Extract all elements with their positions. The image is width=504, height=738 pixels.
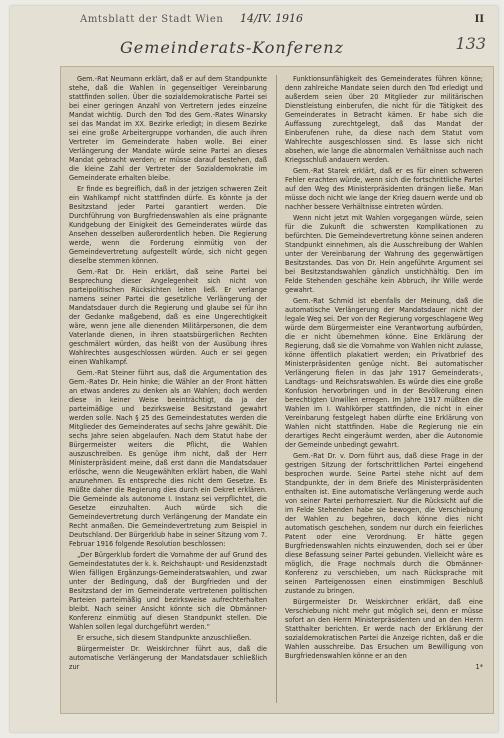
- paragraph: „Der Bürgerklub fordert die Vornahme der auf Grund des Gemeindestatutes der k. k. Reichshaupt- und Residenzstadt Wien fälligen Ergänzungs-Gemeinderatswahlen, und zwar unter der Bedingung, daß der Burgfrieden und der Besitzstand der im Gemeinderate vertretenen politischen Parteien parteimäßig und bezirksweise aufrechterhalten bleibt. Nach seiner Ansicht könnte sich die Obmänner-Konferenz einmütig auf diesen Standpunkt stellen. Die Wahlen sollen legal durchgeführt werden.“: [69, 551, 267, 631]
- newspaper-clipping: [60, 66, 494, 714]
- paragraph: Gem.-Rat Dr. v. Dorn führt aus, daß diese Frage in der gestrigen Sitzung der fortschrittlichen Partei eingehend besprochen wurde. Seine Partei stehe nicht auf dem Standpunkte, der in dem Briefe des Ministerpräsidenten enthalten ist. Eine automatische Verlängerung werde auch von seiner Partei perhorresziert. Nur die Rücksicht auf die im Felde Stehenden habe sie bewogen, die Verschiebung der Wahlen zu begehren, doch könne dies nicht automatisch geschehen, sondern nur durch ein feierliches Patent oder eine Verordnung. Er hätte gegen Burgfriedenswahlen nichts einzuwenden, doch sei er über diese Befassung seiner Partei gebunden. Vielleicht wäre es möglich, die Frage nochmals durch die Obmänner-Konferenz zu verschieben, um nach Rücksprache mit seinen Parteigenossen einen einstimmigen Beschluß zustande zu bringen.: [285, 452, 483, 595]
- continuation-mark: 1*: [475, 663, 483, 671]
- paragraph: Gem.-Rat Schmid ist ebenfalls der Meinung, daß die automatische Verlängerung der Mandatsdauer nicht der legale Weg sei. Der von der Regierung vorgeschlagene Weg würde dem Bürgermeister eine Verantwortung aufbürden, die er nicht übernehmen könne. Eine Erklärung der Regierung, daß sie die Vornahme von Wahlen nicht zulasse, könne öffentlich plakatiert werden; ein Privatbrief des Ministerpräsidenten genüge nicht. Bei automatischer Verlängerung fielen in das Jahr 1917 Gemeinderats-, Landtags- und Reichsratswahlen. Es würde dies eine große Konfusion hervorbringen und in der Bevölkerung einen berechtigten Unwillen erregen. Im Jahre 1917 müßten die Wahlen im I. Wahlkörper stattfinden, die nicht in einer Vereinbarung festgelegt haben dürfte eine Erklärung von Wahlen nicht stattfinden. Habe die Regierung nie ein derartiges Recht eingeräumt werden, aber die Autonomie der Gemeinde unbedingt gewahrt.: [285, 297, 483, 449]
- archive-sheet: [10, 6, 498, 732]
- right-column: [285, 75, 483, 705]
- section-numeral: II: [474, 14, 484, 25]
- paragraph: Bürgermeister Dr. Weiskirchner erklärt, daß eine Verschiebung nicht mehr gut möglich sei, denn er müsse sofort an den Herrn Ministerpräsidenten und an den Herrn Statthalter berichten. Er werde nach der Erklärung der sozialdemokratischen Partei die Anzeige richten, daß er die Wahlen ausschreibe. Das Ersuchen um Bewilligung von Burgfriedenswahlen könne er an den: [285, 598, 483, 660]
- masthead: [72, 14, 492, 32]
- paragraph: Gem.-Rat Neumann erklärt, daß er auf dem Standpunkte stehe, daß die Wahlen in gegenseitiger Vereinbarung stattfinden sollen. Über die sozialdemokratische Partei sei bei einer geringen Anzahl von Vertretern jedes einzelne Mandat wichtig. Durch den Tod des Gem.-Rates Winarsky sei das Mandat im XX. Bezirke erledigt; in diesem Bezirke sei eine große Arbeitergruppe vorhanden, die auch ihren Vertreter im Gemeinderate haben wolle. Bei einer Verlängerung der Mandate würde seine Partei an dieses Mandat gebracht werden; er müsse darauf bestehen, daß die kleine Zahl der Vertreter der Sozialdemokratie im Gemeinderate erhalten bleibe.: [69, 75, 267, 182]
- paragraph: Gem.-Rat Dr. Hein erklärt, daß seine Partei bei Besprechung dieser Angelegenheit sich nicht von parteipolitischen Rücksichten leiten ließ. Er verlange namens seiner Partei die gesetzliche Verlängerung der Mandatsdauer durch die Regierung und glaube sei für ihn der Gedanke maßgebend, daß es eine Ungerechtigkeit wäre, wenn jene alle dienenden Militärpersonen, die dem Vaterlande dienen, in ihren staatsbürgerlichen Rechten geschmälert würden, das heißt von der Ausübung ihres Wahlrechtes ausgeschlossen würden. Auch er sei gegen einen Wahlkampf.: [69, 268, 267, 366]
- handwritten-title: Gemeinderats-Konferenz: [120, 38, 344, 57]
- page-number: 133: [455, 34, 486, 53]
- paragraph: Funktionsunfähigkeit des Gemeinderates führen könne; denn zahlreiche Mandate seien durch den Tod erledigt und außerdem seien über 20 Mitglieder zur militärischen Dienstleistung einberufen, die nicht für die Tätigkeit des Gemeinderates in Betracht kämen. Er habe sich die Auffassung zurechtgelegt, daß das Mandat der Einberufenen ruhe, da diese nach dem Statut vom Wahlrechte ausgeschlossen sind. Es lasse sich nicht absehen, wie lange die abnormalen Verhältnisse auch nach Kriegsschluß andauern werden.: [285, 75, 483, 164]
- newspaper-title: Amtsblatt der Stadt Wien: [80, 14, 224, 25]
- handwritten-date: 14/IV. 1916: [240, 12, 304, 25]
- paragraph: Gem.-Rat Steiner führt aus, daß die Argumentation des Gem.-Rates Dr. Hein hinke; die Wähler an der Front hätten an etwas anderes zu denken als an Wahlen; doch werden diese in keiner Weise beeinträchtigt, da ja der parteimäßige und bezirksweise Besitzstand gewahrt werden solle. Nach § 25 des Gemeindestatutes werden die Mitglieder des Gemeinderates auf sechs Jahre gewählt. Die sechs Jahre seien abgelaufen. Nach dem Statut habe der Bürgermeister weiters die Pflicht, die Wahlen auszuschreiben. Es genüge ihm nicht, daß der Herr Ministerpräsident meine, daß erst dann die Mandatsdauer erlösche, wenn die Neugewählten erklärt haben, die Wahl anzunehmen. Es entspreche dies nicht dem Gesetze. Es müßte daher die Regierung dies durch ein Dekret erklären. Die Gemeinde als autonome I. Instanz sei verpflichtet, die Gesetze einzuhalten. Auch würde sich die Gemeindevertretung durch Verlängerung der Mandate ein Recht anmaßen. Die Gemeindevertretung zum Beispiel in Deutschland. Der Bürgerklub habe in seiner Sitzung vom 7. Februar 1916 folgende Resolution beschlossen:: [69, 369, 267, 548]
- paragraph: Wenn nicht jetzt mit Wahlen vorgegangen würde, seien für die Zukunft die schwersten Komplikationen zu befürchten. Die Gemeindevertretung könne seinen anderen Standpunkt einnehmen, als die Ausschreibung der Wahlen unter der Vereinbarung der Wahrung des gegenwärtigen Besitzstandes. Das von Dr. Hein angeführte Argument sei bei Besitzstandswahlen gänzlich unstichhältig. Den im Felde Stehenden geschähe kein Abbruch, ihr Wille werde gewahrt.: [285, 214, 483, 294]
- column-divider: [276, 75, 277, 703]
- paragraph: Bürgermeister Dr. Weiskirchner führt aus, daß die automatische Verlängerung der Mandatsdauer schließlich zur: [69, 645, 267, 671]
- left-column: [69, 75, 267, 705]
- paragraph: Er ersuche, sich diesem Standpunkte anzuschließen.: [77, 634, 252, 642]
- paragraph: Er finde es begreiflich, daß in der jetzigen schweren Zeit ein Wahlkampf nicht stattfinden dürfe. Es könnte ja der Besitzstand jeder Partei garantiert werden. Die Durchführung von Burgfriedenswahlen als eine prägnante Kundgebung der Einigkeit des Gemeinderates würde das Ansehen desselben außerordentlich heben. Die Regierung werde, wenn die Forderung einmütig von der Gemeindevertretung aufgestellt würde, sich nicht gegen dieselbe stemmen können.: [69, 185, 267, 265]
- paragraph: Gem.-Rat Starek erklärt, daß er es für einen schweren Fehler erachten würde, wenn sich die fortschrittliche Partei auf den Weg des Ministerpräsidenten drängen ließe. Man müsse doch nicht wie lange der Krieg dauern werde und ob nachher bessere Verhältnisse eintreten würden.: [285, 167, 483, 211]
